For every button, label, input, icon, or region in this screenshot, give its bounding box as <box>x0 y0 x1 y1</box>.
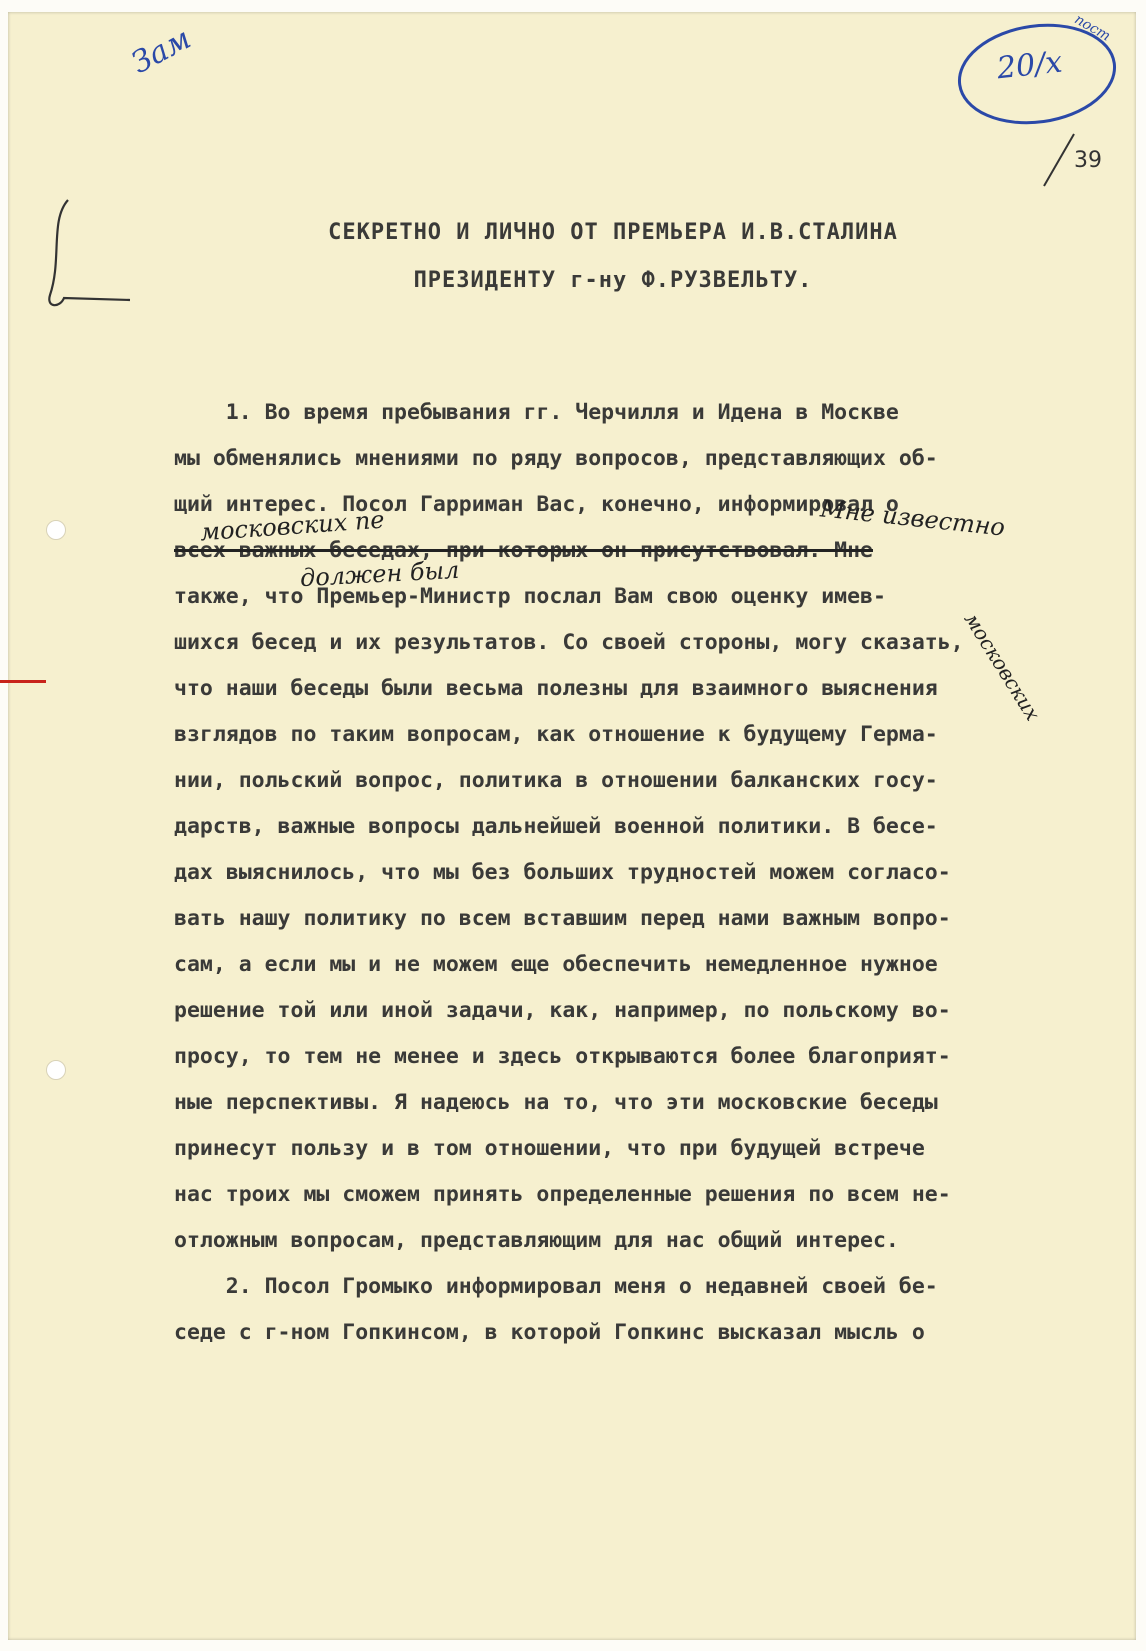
red-margin-tick <box>0 680 46 683</box>
body-line: вать нашу политику по всем вставшим перед нами важным вопро- <box>174 906 951 931</box>
document-title-line-1: СЕКРЕТНО И ЛИЧНО ОТ ПРЕМЬЕРА И.В.СТАЛИНА <box>328 220 898 245</box>
body-line: принесут пользу и в том отношении, что при будущей встрече <box>174 1136 925 1161</box>
body-line: решение той или иной задачи, как, например, по польскому во- <box>174 998 951 1023</box>
body-line: мы обменялись мнениями по ряду вопросов, представляющих об- <box>174 446 938 471</box>
page-number: 39 <box>1074 148 1102 173</box>
body-line: 2. Посол Громыко информировал меня о недавней своей бе- <box>174 1274 938 1299</box>
punch-hole <box>46 520 66 540</box>
body-line: 1. Во время пребывания гг. Черчилля и Идена в Москве <box>174 400 899 425</box>
body-line: седе с г-ном Гопкинсом, в которой Гопкинс высказал мысль о <box>174 1320 925 1345</box>
handwritten-insertion: московских <box>959 608 1046 725</box>
body-line: дарств, важные вопросы дальнейшей военной политики. В бесе- <box>174 814 938 839</box>
body-line: щий интерес. Посол Гарриман Вас, конечно, информировал о <box>174 492 899 517</box>
circled-date-text: 20/x <box>995 44 1064 87</box>
document-title-line-2: ПРЕЗИДЕНТУ г-ну Ф.РУЗВЕЛЬТУ. <box>413 268 813 293</box>
handwritten-insertion: должен был <box>299 555 460 593</box>
body-line: сам, а если мы и не можем еще обеспечить немедленное нужное <box>174 952 938 977</box>
body-line: нии, польский вопрос, политика в отношении балканских госу- <box>174 768 938 793</box>
corner-handwritten-word: пост <box>1071 11 1113 45</box>
body-line: просу, то тем не менее и здесь открываются более благоприят- <box>174 1044 951 1069</box>
body-line: шихся бесед и их результатов. Со своей стороны, могу сказать, <box>174 630 964 655</box>
body-line-struck: всех важных беседах, при которых он присутствовал. Мне <box>174 538 873 563</box>
body-line: также, что Премьер-Министр послал Вам свою оценку имев- <box>174 584 886 609</box>
handwritten-mark-top-left: Зам <box>126 21 197 81</box>
handwritten-insertion: Мне известно <box>819 494 1007 542</box>
body-line: что наши беседы были весьма полезны для взаимного выяснения <box>174 676 938 701</box>
handwritten-insertion: московских пе <box>199 505 386 547</box>
left-margin-bracket <box>30 190 140 320</box>
body-line: взглядов по таким вопросам, как отношение к будущему Герма- <box>174 722 938 747</box>
body-line: отложным вопросам, представляющим для нас общий интерес. <box>174 1228 899 1253</box>
body-line: ные перспективы. Я надеюсь на то, что эти московские беседы <box>174 1090 938 1115</box>
punch-hole <box>46 1060 66 1080</box>
body-line: нас троих мы сможем принять определенные решения по всем не- <box>174 1182 951 1207</box>
body-line: дах выяснилось, что мы без больших трудностей можем согласо- <box>174 860 951 885</box>
